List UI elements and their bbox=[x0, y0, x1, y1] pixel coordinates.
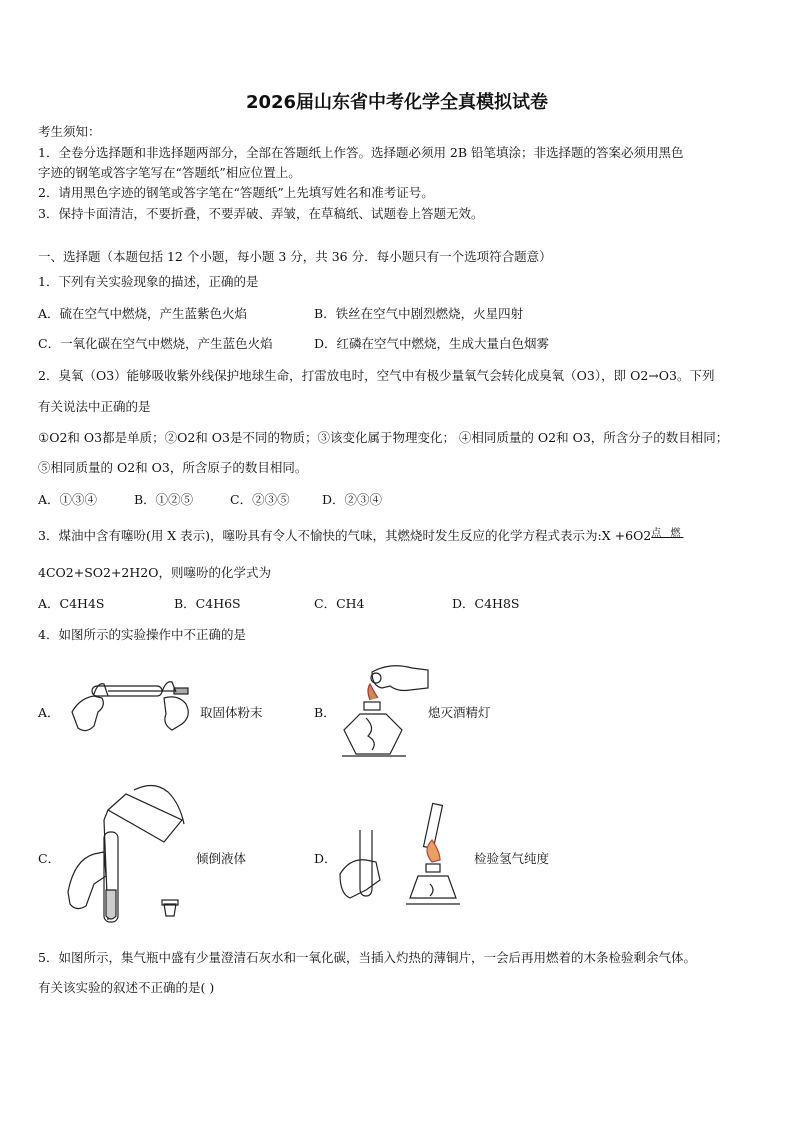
q4-option-c-label: 倾倒液体 bbox=[196, 851, 247, 866]
notice-item-1: 1．全卷分选择题和非选择题两部分，全部在答题纸上作答。选择题必须用 2B 铅笔填涂；非选择题的答案必须用黑色 bbox=[38, 145, 684, 160]
q3-option-b: B．C4H6S bbox=[174, 596, 241, 611]
q4-option-a-label: 取固体粉末 bbox=[200, 705, 263, 720]
q2-option-d: D．②③④ bbox=[322, 492, 383, 507]
alcohol-lamp-figure bbox=[332, 658, 432, 762]
q4-option-b-label: 熄灭酒精灯 bbox=[428, 705, 491, 720]
q4-option-d-label: 检验氢气纯度 bbox=[474, 851, 550, 866]
q2-option-b: B．①②⑤ bbox=[134, 492, 194, 507]
q3-option-a: A．C4H4S bbox=[38, 596, 105, 611]
q3-option-c: C．CH4 bbox=[314, 596, 365, 611]
q1-option-c: C．一氧化碳在空气中燃烧，产生蓝色火焰 bbox=[38, 336, 273, 351]
q2-stem-2: 有关说法中正确的是 bbox=[38, 399, 151, 414]
powder-spatula-figure bbox=[68, 672, 194, 736]
section-heading: 一、选择题（本题包括 12 个小题，每小题 3 分，共 36 分．每小题只有一个选项符合题意） bbox=[38, 249, 552, 264]
q5-stem-2: 有关该实验的叙述不正确的是( ) bbox=[38, 980, 215, 995]
notice-item-1-cont: 字迹的钢笔或答字笔写在“答题纸”相应位置上。 bbox=[38, 165, 301, 180]
q4-option-d-letter: D． bbox=[314, 851, 337, 866]
q4-option-c-letter: C． bbox=[38, 851, 61, 866]
q3-stem-2: 4CO2+SO2+2H2O，则噻吩的化学式为 bbox=[38, 565, 271, 580]
q2-option-a: A．①③④ bbox=[38, 492, 98, 507]
q4-option-b-letter: B． bbox=[314, 705, 336, 720]
notice-heading: 考生须知： bbox=[38, 124, 101, 139]
q3-reaction-condition: 点 燃 bbox=[651, 528, 684, 539]
q4-option-a-letter: A． bbox=[38, 705, 60, 720]
notice-item-3: 3．保持卡面清洁，不要折叠，不要弄破、弄皱，在草稿纸、试题卷上答题无效。 bbox=[38, 206, 484, 221]
q1-option-a: A．硫在空气中燃烧，产生蓝紫色火焰 bbox=[38, 306, 248, 321]
q1-option-d: D．红磷在空气中燃烧，生成大量白色烟雾 bbox=[314, 336, 550, 351]
q2-stem-1: 2．臭氧（O3）能够吸收紫外线保护地球生命，打雷放电时，空气中有极少量氧气会转化成臭氧（O3），即 O2→O3。下列 bbox=[38, 368, 715, 383]
q2-option-c: C．②③⑤ bbox=[230, 492, 290, 507]
q2-statements-2: ⑤相同质量的 O2和 O3，所含原子的数目相同。 bbox=[38, 460, 308, 475]
q5-stem-1: 5．如图所示，集气瓶中盛有少量澄清石灰水和一氧化碳，当插入灼热的薄铜片，一会后再用燃着的木条检验剩余气体。 bbox=[38, 950, 696, 965]
pour-liquid-figure bbox=[64, 780, 194, 924]
hydrogen-purity-test-figure bbox=[336, 800, 466, 916]
q2-statements-1: ①O2和 O3都是单质；②O2和 O3是不同的物质；③该变化属于物理变化； ④相同质量的 O2和 O3，所含分子的数目相同； bbox=[38, 430, 729, 445]
q4-stem: 4．如图所示的实验操作中不正确的是 bbox=[38, 627, 246, 642]
q1-stem: 1．下列有关实验现象的描述，正确的是 bbox=[38, 274, 259, 289]
notice-item-2: 2．请用黑色字迹的钢笔或答字笔在“答题纸”上先填写姓名和准考证号。 bbox=[38, 185, 434, 200]
q1-option-b: B．铁丝在空气中剧烈燃烧，火星四射 bbox=[314, 306, 524, 321]
q3-stem-1: 3．煤油中含有噻吩(用 X 表示)，噻吩具有令人不愉快的气味，其燃烧时发生反应的化学方程式表示为:X +6O2 bbox=[38, 528, 652, 543]
page-title: 2026届山东省中考化学全真模拟试卷 bbox=[245, 92, 549, 113]
q3-option-d: D．C4H8S bbox=[452, 596, 520, 611]
